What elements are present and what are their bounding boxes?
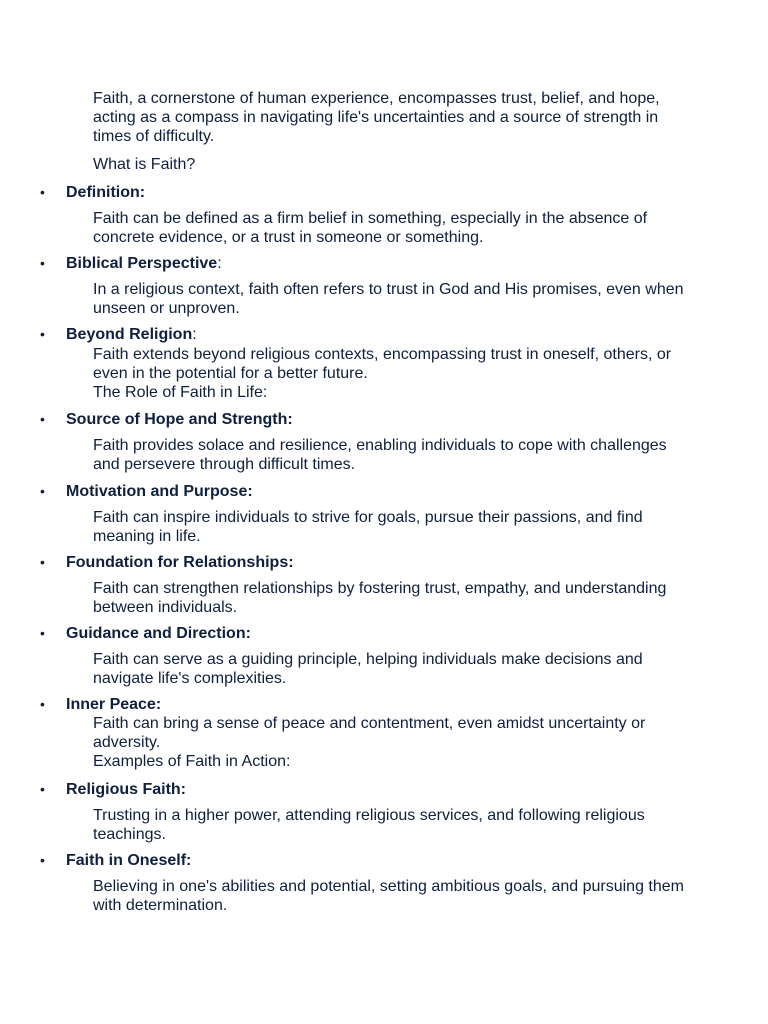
section-title-role-of-faith: The Role of Faith in Life: (93, 384, 268, 401)
item-text-biblical-perspective: In a religious context, faith often refers to trust in God and His promises, even when unseen or unproven. (93, 281, 684, 317)
item-heading: Inner Peace: (66, 696, 162, 713)
item-heading: Definition: (66, 184, 146, 201)
bullet-icon: • (40, 483, 45, 499)
item-heading: Source of Hope and Strength: (66, 411, 293, 428)
item-text-religious-faith: Trusting in a higher power, attending religious services, and following religious teachings. (93, 807, 645, 843)
item-heading: Beyond Religion: (66, 326, 197, 343)
list-item-beyond-religion (0, 325, 768, 345)
bullet-icon: • (40, 696, 45, 712)
item-heading: Guidance and Direction: (66, 625, 251, 642)
item-heading: Biblical Perspective: (66, 255, 222, 272)
bullet-icon: • (40, 554, 45, 570)
section-title-what-is-faith: What is Faith? (93, 156, 196, 173)
item-heading: Foundation for Relationships: (66, 554, 294, 571)
list-item-definition (0, 183, 768, 203)
item-text-relationships: Faith can strengthen relationships by fostering trust, empathy, and understanding between individuals. (93, 580, 667, 616)
list-item-guidance (0, 624, 768, 644)
list-item-relationships (0, 553, 768, 573)
list-item-motivation (0, 482, 768, 502)
list-item-religious-faith (0, 780, 768, 800)
list-item-inner-peace (0, 695, 768, 715)
item-text-faith-in-oneself: Believing in one's abilities and potential, setting ambitious goals, and pursuing them with determination. (93, 878, 684, 914)
item-heading: Religious Faith: (66, 781, 186, 798)
bullet-icon: • (40, 625, 45, 641)
item-text-source-of-hope: Faith provides solace and resilience, enabling individuals to cope with challenges and persevere through difficult times. (93, 437, 667, 473)
item-heading: Motivation and Purpose: (66, 483, 253, 500)
item-text-definition: Faith can be defined as a firm belief in something, especially in the absence of concrete evidence, or a trust in someone or something. (93, 210, 648, 246)
intro-paragraph: Faith, a cornerstone of human experience, encompasses trust, belief, and hope, acting as a compass in navigating life's uncertainties and a source of strength in times of difficulty. (93, 90, 660, 145)
item-text-beyond-religion: Faith extends beyond religious contexts, encompassing trust in oneself, others, or even in the potential for a better future. (93, 346, 672, 382)
item-text-motivation: Faith can inspire individuals to strive for goals, pursue their passions, and find meaning in life. (93, 509, 643, 545)
bullet-icon: • (40, 411, 45, 427)
bullet-icon: • (40, 852, 45, 868)
list-item-biblical-perspective (0, 254, 768, 274)
item-text-inner-peace: Faith can bring a sense of peace and contentment, even amidst uncertainty or adversity. (93, 715, 646, 751)
item-heading: Faith in Oneself: (66, 852, 192, 869)
bullet-icon: • (40, 255, 45, 271)
bullet-icon: • (40, 781, 45, 797)
list-item-faith-in-oneself (0, 851, 768, 871)
bullet-icon: • (40, 326, 45, 342)
bullet-icon: • (40, 184, 45, 200)
item-text-guidance: Faith can serve as a guiding principle, helping individuals make decisions and navigate life's complexities. (93, 651, 643, 687)
section-title-examples: Examples of Faith in Action: (93, 753, 291, 770)
list-item-source-of-hope (0, 410, 768, 430)
